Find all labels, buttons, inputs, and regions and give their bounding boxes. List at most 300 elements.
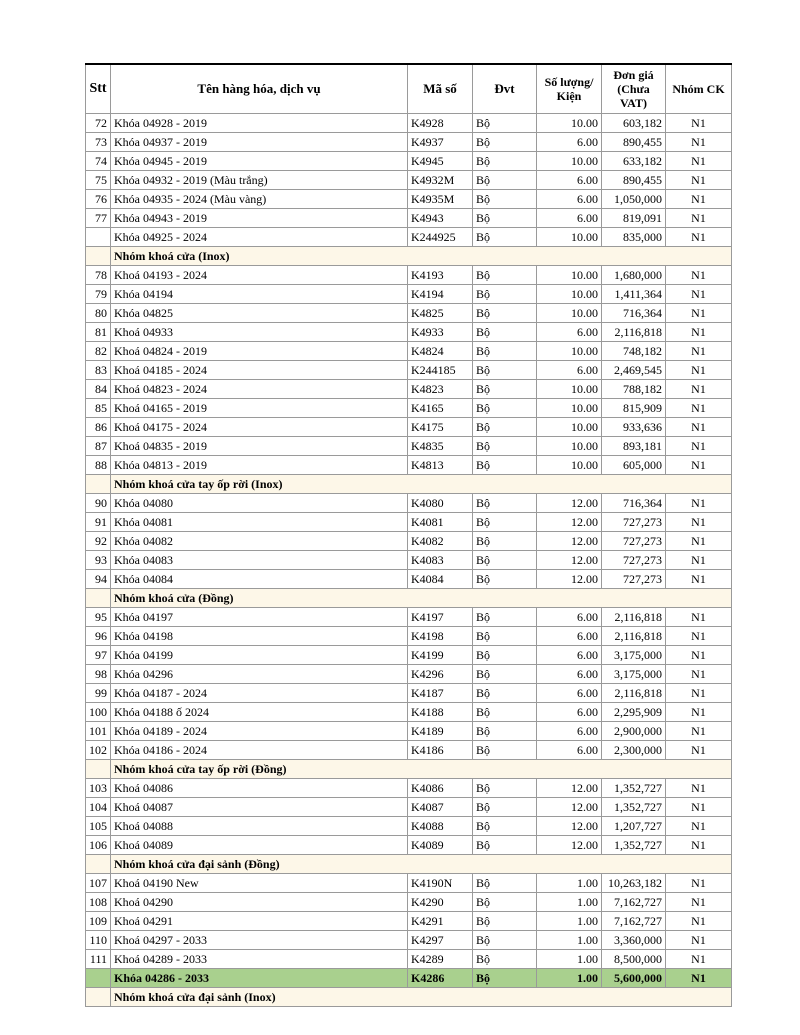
cell-quantity: 6.00	[537, 627, 602, 646]
table-row	[86, 418, 732, 437]
group-header-row	[86, 760, 732, 779]
cell-stt: 73	[86, 133, 111, 152]
cell-stt: 90	[86, 494, 111, 513]
table-row	[86, 133, 732, 152]
cell-unit: Bộ	[473, 646, 537, 665]
cell-name: Khóa 04080	[111, 494, 408, 513]
cell-name: Khoá 04165 - 2019	[111, 399, 408, 418]
cell-code: K4297	[408, 931, 473, 950]
cell-code: K4932M	[408, 171, 473, 190]
table-row	[86, 608, 732, 627]
cell-group: N1	[666, 722, 732, 741]
column-header-code: Mã số	[408, 64, 473, 114]
cell-group: N1	[666, 931, 732, 950]
group-header-row	[86, 988, 732, 1007]
cell-stt: 96	[86, 627, 111, 646]
table-row	[86, 627, 732, 646]
cell-stt: 81	[86, 323, 111, 342]
cell-group: N1	[666, 646, 732, 665]
cell-unit: Bộ	[473, 779, 537, 798]
cell-price: 633,182	[602, 152, 666, 171]
cell-unit: Bộ	[473, 513, 537, 532]
cell-quantity: 10.00	[537, 304, 602, 323]
cell-stt: 92	[86, 532, 111, 551]
cell-code: K4089	[408, 836, 473, 855]
cell-name: Khoá 04193 - 2024	[111, 266, 408, 285]
cell-group: N1	[666, 912, 732, 931]
cell-price: 716,364	[602, 494, 666, 513]
table-row	[86, 950, 732, 969]
group-header-row	[86, 589, 732, 608]
cell-unit: Bộ	[473, 114, 537, 133]
cell-group: N1	[666, 456, 732, 475]
cell-name: Khóa 04197	[111, 608, 408, 627]
cell-quantity: 6.00	[537, 133, 602, 152]
cell-quantity: 10.00	[537, 380, 602, 399]
cell-unit: Bộ	[473, 684, 537, 703]
table-row	[86, 798, 732, 817]
cell-name: Khóa 04188 ố 2024	[111, 703, 408, 722]
table-row	[86, 836, 732, 855]
cell-group: N1	[666, 114, 732, 133]
group-label: Nhóm khoá cửa đại sảnh (Đồng)	[111, 855, 732, 874]
cell-stt: 106	[86, 836, 111, 855]
cell-group: N1	[666, 551, 732, 570]
table-row	[86, 114, 732, 133]
cell-name: Khóa 04187 - 2024	[111, 684, 408, 703]
cell-name: Khóa 04937 - 2019	[111, 133, 408, 152]
cell-unit: Bộ	[473, 266, 537, 285]
cell-stt: 79	[86, 285, 111, 304]
cell-quantity: 12.00	[537, 551, 602, 570]
table-row	[86, 152, 732, 171]
group-header-row	[86, 475, 732, 494]
cell-price: 1,207,727	[602, 817, 666, 836]
cell-stt: 111	[86, 950, 111, 969]
table-row	[86, 684, 732, 703]
cell-code: K4813	[408, 456, 473, 475]
cell-stt	[86, 228, 111, 247]
cell-group: N1	[666, 627, 732, 646]
cell-unit: Bộ	[473, 323, 537, 342]
cell-stt: 103	[86, 779, 111, 798]
cell-quantity: 6.00	[537, 323, 602, 342]
cell-unit: Bộ	[473, 912, 537, 931]
column-header-price: Đơn giá (Chưa VAT)	[602, 64, 666, 114]
cell-group: N1	[666, 494, 732, 513]
cell-group: N1	[666, 342, 732, 361]
table-row	[86, 551, 732, 570]
cell-stt: 80	[86, 304, 111, 323]
cell-name: Khóa 04932 - 2019 (Màu trắng)	[111, 171, 408, 190]
group-stt-cell	[86, 589, 111, 608]
cell-code: K4198	[408, 627, 473, 646]
cell-unit: Bộ	[473, 741, 537, 760]
table-row-highlighted	[86, 969, 732, 988]
cell-code: K4835	[408, 437, 473, 456]
cell-stt: 78	[86, 266, 111, 285]
column-header-unit: Đvt	[473, 64, 537, 114]
cell-group: N1	[666, 152, 732, 171]
cell-name: Khoá 04185 - 2024	[111, 361, 408, 380]
cell-name: Khóa 04296	[111, 665, 408, 684]
cell-unit: Bộ	[473, 722, 537, 741]
cell-code: K4824	[408, 342, 473, 361]
cell-quantity: 12.00	[537, 513, 602, 532]
cell-price: 603,182	[602, 114, 666, 133]
cell-price: 10,263,182	[602, 874, 666, 893]
table-row	[86, 209, 732, 228]
group-stt-cell	[86, 247, 111, 266]
cell-price: 716,364	[602, 304, 666, 323]
table-row	[86, 893, 732, 912]
cell-unit: Bộ	[473, 532, 537, 551]
cell-price: 788,182	[602, 380, 666, 399]
table-row	[86, 513, 732, 532]
table-row	[86, 285, 732, 304]
cell-stt: 100	[86, 703, 111, 722]
group-stt-cell	[86, 988, 111, 1007]
cell-price: 815,909	[602, 399, 666, 418]
cell-unit: Bộ	[473, 665, 537, 684]
cell-price: 1,411,364	[602, 285, 666, 304]
cell-group: N1	[666, 893, 732, 912]
group-label: Nhóm khoá cửa đại sảnh (Inox)	[111, 988, 732, 1007]
cell-quantity: 1.00	[537, 950, 602, 969]
cell-stt: 108	[86, 893, 111, 912]
cell-stt: 83	[86, 361, 111, 380]
cell-code: K4175	[408, 418, 473, 437]
cell-stt: 85	[86, 399, 111, 418]
cell-unit: Bộ	[473, 703, 537, 722]
cell-group: N1	[666, 285, 732, 304]
cell-name: Khoá 04190 New	[111, 874, 408, 893]
table-row	[86, 741, 732, 760]
cell-name: Khóa 04198	[111, 627, 408, 646]
cell-code: K4289	[408, 950, 473, 969]
cell-name: Khóa 04825	[111, 304, 408, 323]
cell-group: N1	[666, 190, 732, 209]
cell-stt: 107	[86, 874, 111, 893]
cell-group: N1	[666, 418, 732, 437]
cell-name: Khoá 04289 - 2033	[111, 950, 408, 969]
cell-stt: 88	[86, 456, 111, 475]
cell-code: K4190N	[408, 874, 473, 893]
cell-quantity: 10.00	[537, 437, 602, 456]
cell-code: K4080	[408, 494, 473, 513]
cell-quantity: 12.00	[537, 570, 602, 589]
cell-code: K4081	[408, 513, 473, 532]
cell-quantity: 1.00	[537, 874, 602, 893]
cell-price: 2,116,818	[602, 608, 666, 627]
cell-stt: 86	[86, 418, 111, 437]
cell-price: 1,352,727	[602, 779, 666, 798]
cell-price: 2,116,818	[602, 323, 666, 342]
cell-unit: Bộ	[473, 437, 537, 456]
cell-name: Khóa 04194	[111, 285, 408, 304]
cell-quantity: 1.00	[537, 912, 602, 931]
group-header-row	[86, 247, 732, 266]
cell-unit: Bộ	[473, 893, 537, 912]
cell-quantity: 1.00	[537, 969, 602, 988]
cell-unit: Bộ	[473, 304, 537, 323]
cell-group: N1	[666, 304, 732, 323]
table-row	[86, 646, 732, 665]
cell-code: K4194	[408, 285, 473, 304]
cell-price: 933,636	[602, 418, 666, 437]
cell-stt: 102	[86, 741, 111, 760]
cell-quantity: 6.00	[537, 608, 602, 627]
cell-unit: Bộ	[473, 380, 537, 399]
cell-code: K4197	[408, 608, 473, 627]
cell-name: Khoá 04175 - 2024	[111, 418, 408, 437]
cell-stt: 101	[86, 722, 111, 741]
column-header-group: Nhóm CK	[666, 64, 732, 114]
cell-stt: 77	[86, 209, 111, 228]
cell-group: N1	[666, 323, 732, 342]
cell-price: 7,162,727	[602, 893, 666, 912]
cell-code: K4187	[408, 684, 473, 703]
cell-unit: Bộ	[473, 228, 537, 247]
cell-group: N1	[666, 513, 732, 532]
cell-group: N1	[666, 969, 732, 988]
cell-unit: Bộ	[473, 798, 537, 817]
cell-group: N1	[666, 741, 732, 760]
cell-code: K4193	[408, 266, 473, 285]
table-row	[86, 304, 732, 323]
cell-price: 2,300,000	[602, 741, 666, 760]
cell-code: K4945	[408, 152, 473, 171]
cell-code: K4189	[408, 722, 473, 741]
cell-quantity: 10.00	[537, 152, 602, 171]
table-row	[86, 494, 732, 513]
cell-name: Khóa 04082	[111, 532, 408, 551]
cell-unit: Bộ	[473, 418, 537, 437]
cell-stt: 75	[86, 171, 111, 190]
table-row	[86, 779, 732, 798]
cell-code: K4937	[408, 133, 473, 152]
cell-quantity: 6.00	[537, 722, 602, 741]
cell-price: 2,469,545	[602, 361, 666, 380]
cell-price: 890,455	[602, 133, 666, 152]
cell-name: Khoá 04297 - 2033	[111, 931, 408, 950]
table-row	[86, 456, 732, 475]
group-label: Nhóm khoá cửa (Inox)	[111, 247, 732, 266]
column-header-name: Tên hàng hóa, dịch vụ	[111, 64, 408, 114]
cell-name: Khóa 04925 - 2024	[111, 228, 408, 247]
cell-unit: Bộ	[473, 285, 537, 304]
cell-stt: 104	[86, 798, 111, 817]
cell-name: Khóa 04081	[111, 513, 408, 532]
cell-code: K4083	[408, 551, 473, 570]
cell-code: K4087	[408, 798, 473, 817]
table-row	[86, 703, 732, 722]
cell-unit: Bộ	[473, 627, 537, 646]
cell-quantity: 10.00	[537, 266, 602, 285]
cell-code: K4928	[408, 114, 473, 133]
table-row	[86, 722, 732, 741]
cell-group: N1	[666, 779, 732, 798]
cell-name: Khóa 04186 - 2024	[111, 741, 408, 760]
cell-code: K4943	[408, 209, 473, 228]
cell-name: Khóa 04083	[111, 551, 408, 570]
cell-name: Khoá 04086	[111, 779, 408, 798]
cell-stt: 74	[86, 152, 111, 171]
cell-quantity: 10.00	[537, 228, 602, 247]
table-row	[86, 171, 732, 190]
cell-stt: 82	[86, 342, 111, 361]
cell-unit: Bộ	[473, 171, 537, 190]
cell-price: 2,900,000	[602, 722, 666, 741]
cell-price: 727,273	[602, 532, 666, 551]
table-row	[86, 665, 732, 684]
cell-price: 748,182	[602, 342, 666, 361]
cell-name: Khoá 04835 - 2019	[111, 437, 408, 456]
cell-group: N1	[666, 228, 732, 247]
table-row	[86, 532, 732, 551]
cell-price: 3,175,000	[602, 646, 666, 665]
cell-group: N1	[666, 798, 732, 817]
cell-code: K4933	[408, 323, 473, 342]
cell-quantity: 6.00	[537, 703, 602, 722]
cell-name: Khóa 04813 - 2019	[111, 456, 408, 475]
cell-quantity: 6.00	[537, 684, 602, 703]
cell-quantity: 10.00	[537, 285, 602, 304]
table-row	[86, 817, 732, 836]
cell-group: N1	[666, 950, 732, 969]
cell-stt: 105	[86, 817, 111, 836]
group-stt-cell	[86, 475, 111, 494]
cell-code: K4296	[408, 665, 473, 684]
cell-group: N1	[666, 608, 732, 627]
cell-name: Khoá 04291	[111, 912, 408, 931]
cell-unit: Bộ	[473, 456, 537, 475]
cell-quantity: 10.00	[537, 418, 602, 437]
cell-price: 727,273	[602, 570, 666, 589]
cell-quantity: 6.00	[537, 190, 602, 209]
cell-name: Khóa 04935 - 2024 (Màu vàng)	[111, 190, 408, 209]
cell-stt: 109	[86, 912, 111, 931]
cell-quantity: 10.00	[537, 456, 602, 475]
cell-quantity: 6.00	[537, 646, 602, 665]
cell-price: 7,162,727	[602, 912, 666, 931]
cell-code: K244925	[408, 228, 473, 247]
cell-name: Khoá 04290	[111, 893, 408, 912]
cell-name: Khoá 04089	[111, 836, 408, 855]
table-row	[86, 931, 732, 950]
cell-unit: Bộ	[473, 817, 537, 836]
cell-code: K4186	[408, 741, 473, 760]
cell-price: 3,175,000	[602, 665, 666, 684]
cell-unit: Bộ	[473, 399, 537, 418]
cell-unit: Bộ	[473, 551, 537, 570]
table-row	[86, 437, 732, 456]
cell-unit: Bộ	[473, 190, 537, 209]
cell-price: 893,181	[602, 437, 666, 456]
cell-stt: 110	[86, 931, 111, 950]
cell-group: N1	[666, 684, 732, 703]
cell-name: Khóa 04189 - 2024	[111, 722, 408, 741]
cell-group: N1	[666, 532, 732, 551]
group-stt-cell	[86, 855, 111, 874]
table-row	[86, 912, 732, 931]
cell-stt: 84	[86, 380, 111, 399]
table-row	[86, 323, 732, 342]
cell-price: 605,000	[602, 456, 666, 475]
cell-stt: 98	[86, 665, 111, 684]
cell-quantity: 12.00	[537, 494, 602, 513]
cell-stt: 94	[86, 570, 111, 589]
cell-name: Khoá 04824 - 2019	[111, 342, 408, 361]
price-list-table	[85, 63, 732, 1007]
cell-quantity: 12.00	[537, 836, 602, 855]
cell-group: N1	[666, 817, 732, 836]
cell-price: 727,273	[602, 551, 666, 570]
cell-code: K4082	[408, 532, 473, 551]
cell-group: N1	[666, 665, 732, 684]
cell-price: 2,116,818	[602, 684, 666, 703]
cell-stt: 76	[86, 190, 111, 209]
cell-name: Khóa 04084	[111, 570, 408, 589]
cell-group: N1	[666, 570, 732, 589]
table-row	[86, 874, 732, 893]
cell-unit: Bộ	[473, 494, 537, 513]
cell-unit: Bộ	[473, 608, 537, 627]
cell-name: Khóa 04928 - 2019	[111, 114, 408, 133]
table-row	[86, 190, 732, 209]
group-label: Nhóm khoá cửa tay ốp rời (Đồng)	[111, 760, 732, 779]
cell-quantity: 6.00	[537, 741, 602, 760]
cell-price: 5,600,000	[602, 969, 666, 988]
cell-unit: Bộ	[473, 209, 537, 228]
cell-quantity: 12.00	[537, 532, 602, 551]
cell-code: K4084	[408, 570, 473, 589]
cell-quantity: 6.00	[537, 171, 602, 190]
table-row	[86, 361, 732, 380]
cell-price: 890,455	[602, 171, 666, 190]
cell-name: Khóa 04286 - 2033	[111, 969, 408, 988]
table-header	[86, 64, 732, 114]
cell-unit: Bộ	[473, 950, 537, 969]
cell-quantity: 1.00	[537, 893, 602, 912]
cell-group: N1	[666, 361, 732, 380]
cell-code: K244185	[408, 361, 473, 380]
cell-code: K4935M	[408, 190, 473, 209]
cell-quantity: 12.00	[537, 779, 602, 798]
cell-name: Khoá 04823 - 2024	[111, 380, 408, 399]
table-row	[86, 380, 732, 399]
table-row	[86, 399, 732, 418]
cell-quantity: 10.00	[537, 342, 602, 361]
cell-unit: Bộ	[473, 133, 537, 152]
cell-code: K4290	[408, 893, 473, 912]
cell-name: Khoá 04087	[111, 798, 408, 817]
cell-price: 8,500,000	[602, 950, 666, 969]
cell-group: N1	[666, 171, 732, 190]
cell-name: Khóa 04945 - 2019	[111, 152, 408, 171]
cell-code: K4088	[408, 817, 473, 836]
cell-price: 2,116,818	[602, 627, 666, 646]
cell-group: N1	[666, 399, 732, 418]
cell-stt	[86, 969, 111, 988]
table-row	[86, 228, 732, 247]
cell-price: 835,000	[602, 228, 666, 247]
cell-stt: 97	[86, 646, 111, 665]
cell-group: N1	[666, 703, 732, 722]
cell-stt: 95	[86, 608, 111, 627]
cell-stt: 93	[86, 551, 111, 570]
cell-code: K4188	[408, 703, 473, 722]
